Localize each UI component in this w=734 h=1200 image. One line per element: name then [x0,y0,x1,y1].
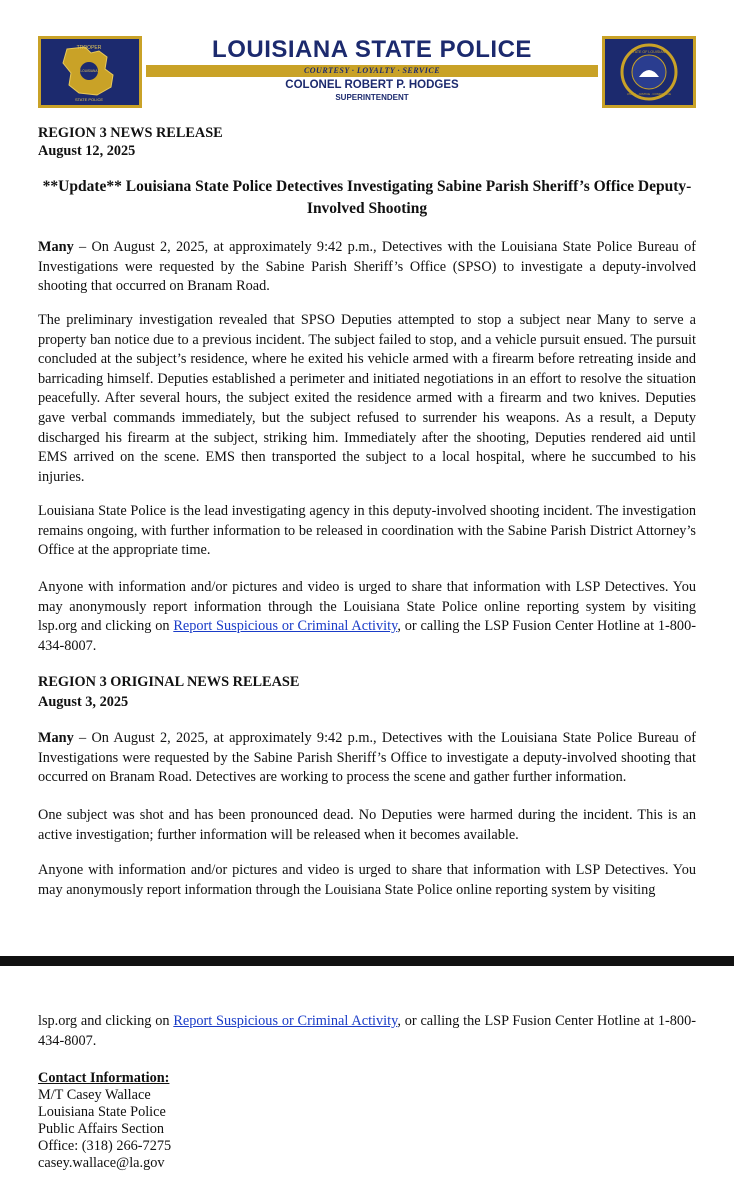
svg-text:TROOPER: TROOPER [76,45,102,51]
contact-heading: Contact Information: [38,1070,170,1086]
original-paragraph-3: Anyone with information and/or pictures and video is urged to share that information with LSP Detectives. You may anonymously report information through the Louisiana State Police online reporting system by visiting [38,862,696,898]
motto-bar: COURTESY · LOYALTY · SERVICE [146,65,598,77]
original-paragraph-2: One subject was shot and has been pronounced dead. No Deputies were harmed during the incident. This is an active investigation; further information will be released when it becomes available. [38,807,696,843]
contact-information [38,1070,438,1172]
original-release-date: August 3, 2025 [38,694,129,710]
state-seal-icon [602,36,696,108]
page-break-divider [0,956,734,966]
agency-name: LOUISIANA STATE POLICE [212,36,532,63]
original-paragraph-3-continued: lsp.org and clicking on Report Suspicious or Criminal Activity, or calling the LSP Fusion Center Hotline at 1-800-434-8007. [38,1013,696,1049]
release-title: **Update** Louisiana State Police Detectives Investigating Sabine Parish Sheriff’s Office Deputy-Involved Shooting [42,178,692,217]
report-activity-link[interactable]: Report Suspicious or Criminal Activity [173,618,398,635]
superintendent-title: SUPERINTENDENT [335,93,409,102]
svg-text:STATE POLICE: STATE POLICE [74,97,104,102]
letterhead-center [146,36,598,108]
update-paragraph-1: Many – On August 2, 2025, at approximately 9:42 p.m., Detectives with the Louisiana State Police Bureau of Investigations were requested by the Sabine Parish Sheriff’s Office (SPSO) to investigate a deputy-involved shooting that occurred on Branam Road. [38,239,696,295]
contact-phone: Office: (318) 266-7275 [38,1138,172,1154]
update-paragraph-3: Louisiana State Police is the lead investigating agency in this deputy-involved shooting incident. The investigation remains ongoing, with further information to be released in coordination with the Sabine Parish District Attorney’s Office at the appropriate time. [38,503,696,559]
letterhead [38,36,696,108]
original-release-label: REGION 3 ORIGINAL NEWS RELEASE August 3, 2025 [38,672,696,712]
svg-text:LOUISIANA: LOUISIANA [80,69,98,73]
release-label: REGION 3 NEWS RELEASE August 12, 2025 [38,124,696,160]
update-paragraph-2: The preliminary investigation revealed that SPSO Deputies attempted to stop a subject near Many to serve a property ban notice due to a previous incident. The subject failed to stop, and a vehicle pursuit ensued. The pursuit concluded at the subject’s residence, where he exited his vehicle armed with a firearm before retreating inside and barricading himself. Deputies established a perimeter and initiated negotiations in an effort to resolve the situation peacefully. After several hours, the subject exited the residence armed with a firearm and two knives. Deputies gave verbal commands immediately, but the subject refused to surrender his weapons. As a result, a Deputy discharged his firearm at the subject, striking him. Immediately after the shooting, Deputies rendered aid until EMS arrived on the scene. EMS then transported the subject to a local hospital, where he succumbed to his injuries. [38,312,696,485]
contact-section: Public Affairs Section [38,1121,165,1137]
release-date: August 12, 2025 [38,143,136,159]
svg-text:STATE OF LOUISIANA: STATE OF LOUISIANA [630,50,668,54]
colonel-name: COLONEL ROBERT P. HODGES [285,79,459,91]
contact-email: casey.wallace@la.gov [38,1155,165,1171]
contact-name: M/T Casey Wallace [38,1087,151,1103]
report-activity-link-2[interactable]: Report Suspicious or Criminal Activity [173,1013,398,1029]
original-paragraph-1: Many – On August 2, 2025, at approximately 9:42 p.m., Detectives with the Louisiana State Police Bureau of Investigations were requested by the Sabine Parish Sheriff’s Office to investigate a deputy-involved shooting that occurred on Branam Road. Detectives are working to process the scene and gather further information. [38,730,696,786]
contact-agency: Louisiana State Police [38,1104,166,1120]
svg-text:UNION · JUSTICE · CONFIDENCE: UNION · JUSTICE · CONFIDENCE [626,92,672,96]
update-paragraph-4: Anyone with information and/or pictures and video is urged to share that information with LSP Detectives. You may anonymously report information through the Louisiana State Police online reporting system by visiting lsp.org and clicking on Report Suspicious or Criminal Activity, or calling the LSP Fusion Center Hotline at 1-800-434-8007. [38,579,696,654]
lsp-badge-icon [38,36,142,108]
